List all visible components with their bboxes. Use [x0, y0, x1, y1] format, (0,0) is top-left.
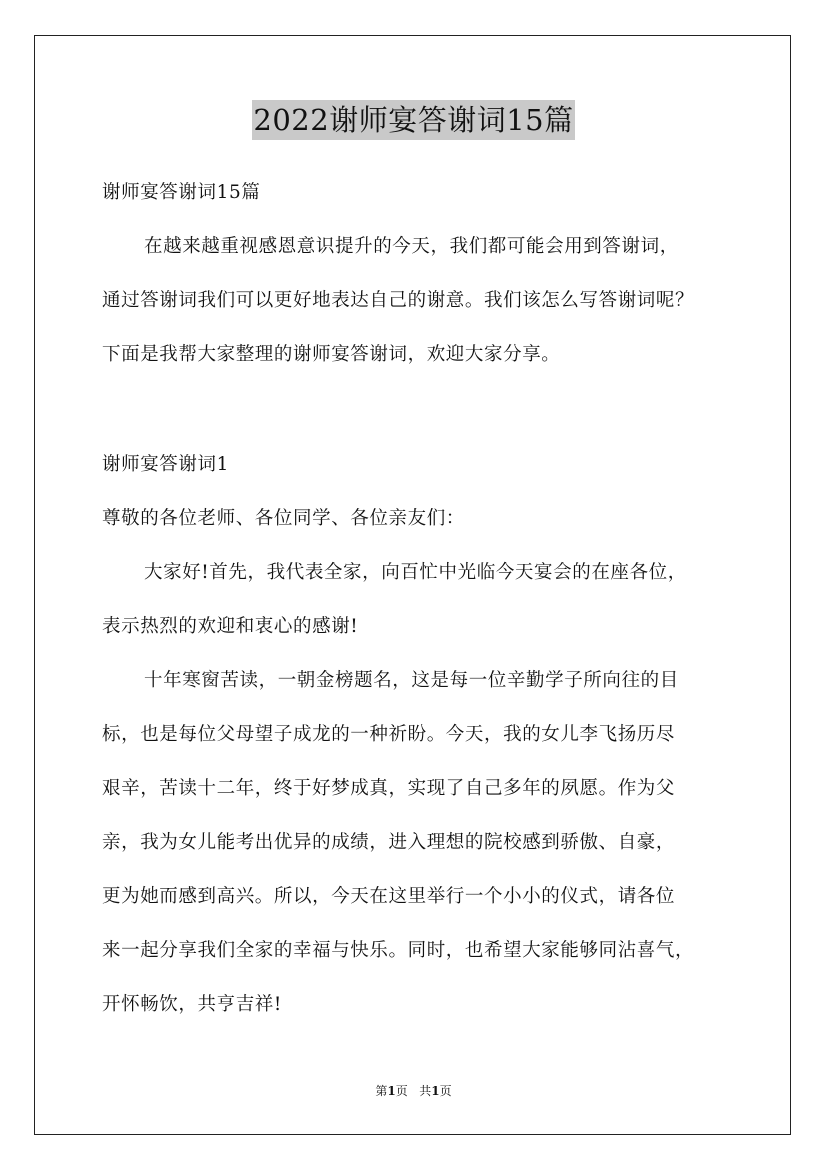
para2-line-1: 十年寒窗苦读，一朝金榜题名，这是每一位辛勤学子所向往的目 — [144, 670, 679, 691]
footer-page-prefix: 第 — [375, 1084, 388, 1098]
page-footer — [0, 1083, 827, 1099]
para2-line-2: 标，也是每位父母望子成龙的一种祈盼。今天，我的女儿李飞扬历尽 — [102, 724, 676, 745]
title-container — [0, 100, 827, 140]
para2-line-4: 亲，我为女儿能考出优异的成绩，进入理想的院校感到骄傲、自豪， — [102, 832, 676, 853]
section-heading: 谢师宴答谢词1 — [102, 454, 229, 475]
intro-line-1: 在越来越重视感恩意识提升的今天，我们都可能会用到答谢词， — [144, 236, 679, 257]
salutation: 尊敬的各位老师、各位同学、各位亲友们： — [102, 508, 465, 529]
para2-line-7: 开怀畅饮，共亨吉祥! — [102, 994, 282, 1015]
document-title: 2022谢师宴答谢词15篇 — [252, 100, 574, 140]
footer-page-mid: 页 共 — [395, 1084, 432, 1098]
para2-line-5: 更为她而感到高兴。所以，今天在这里举行一个小小的仪式，请各位 — [102, 886, 676, 907]
para2-line-6: 来一起分享我们全家的幸福与快乐。同时，也希望大家能够同沾喜气， — [102, 940, 695, 961]
intro-line-2: 通过答谢词我们可以更好地表达自己的谢意。我们该怎么写答谢词呢？ — [102, 290, 695, 311]
document-subtitle: 谢师宴答谢词15篇 — [102, 182, 261, 203]
intro-line-3: 下面是我帮大家整理的谢师宴答谢词，欢迎大家分享。 — [102, 344, 561, 365]
para1-line-2: 表示热烈的欢迎和衷心的感谢! — [102, 616, 359, 637]
footer-page-current: 1 — [387, 1084, 396, 1098]
para2-line-3: 艰辛，苦读十二年，终于好梦成真，实现了自己多年的夙愿。作为父 — [102, 778, 676, 799]
para1-line-1: 大家好!首先，我代表全家，向百忙中光临今天宴会的在座各位， — [144, 562, 687, 583]
footer-page-total: 1 — [431, 1084, 440, 1098]
footer-page-suffix: 页 — [439, 1084, 452, 1098]
